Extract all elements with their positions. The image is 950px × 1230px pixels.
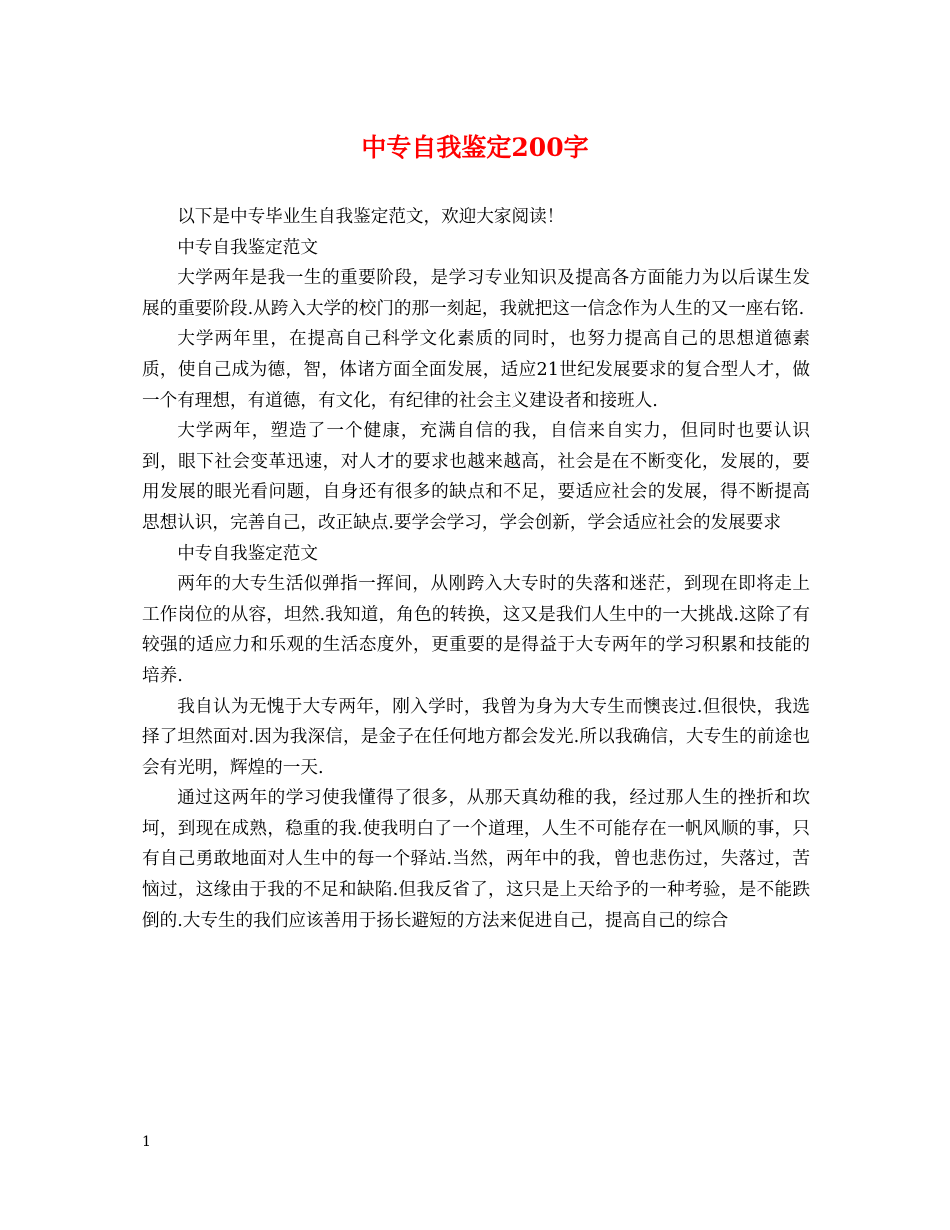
section-heading-1: 中专自我鉴定范文 [177,237,318,258]
paragraph: 两年的大专生活似弹指一挥间，从刚跨入大专时的失落和迷茫，到现在即将走上工作岗位的从容，坦然.我知道，角色的转换，这又是我们人生中的一大挑战.这除了有较强的适应力和乐观的生活态度外，更重要的是得益于大专两年的学习积累和技能的培养. [142,574,810,686]
page-number: 1 [142,1134,151,1150]
paragraph: 我自认为无愧于大专两年，刚入学时，我曾为身为大专生而懊丧过.但很快，我选择了坦然面对.因为我深信，是金子在任何地方都会发光.所以我确信，大专生的前途也会有光明，辉煌的一天. [142,696,810,778]
paragraph: 大学两年，塑造了一个健康，充满自信的我，自信来自实力，但同时也要认识到，眼下社会变革迅速，对人才的要求也越来越高，社会是在不断变化，发展的，要用发展的眼光看问题，自身还有很多的缺点和不足，要适应社会的发展，得不断提高思想认识，完善自己，改正缺点.要学会学习，学会创新，学会适应社会的发展要求 [142,421,810,533]
paragraph-intro: 以下是中专毕业生自我鉴定范文，欢迎大家阅读！ [177,207,565,227]
document-body [142,202,810,936]
paragraph: 通过这两年的学习使我懂得了很多，从那天真幼稚的我，经过那人生的挫折和坎坷，到现在成熟，稳重的我.使我明白了一个道理，人生不可能存在一帆风顺的事，只有自己勇敢地面对人生中的每一个驿站.当然，两年中的我，曾也悲伤过，失落过，苦恼过，这缘由于我的不足和缺陷.但我反省了，这只是上天给予的一种考验，是不能跌倒的.大专生的我们应该善用于扬长避短的方法来促进自己，提高自己的综合 [142,788,810,931]
paragraph: 大学两年是我一生的重要阶段，是学习专业知识及提高各方面能力为以后谋生发展的重要阶段.从跨入大学的校门的那一刻起，我就把这一信念作为人生的又一座右铭. [142,268,810,319]
section-heading-2: 中专自我鉴定范文 [177,543,318,564]
document-title: 中专自我鉴定200字 [361,133,589,162]
paragraph: 大学两年里，在提高自己科学文化素质的同时，也努力提高自己的思想道德素质，使自己成为德，智，体诸方面全面发展，适应21世纪发展要求的复合型人才，做一个有理想，有道德，有文化，有纪律的社会主义建设者和接班人. [142,329,810,411]
